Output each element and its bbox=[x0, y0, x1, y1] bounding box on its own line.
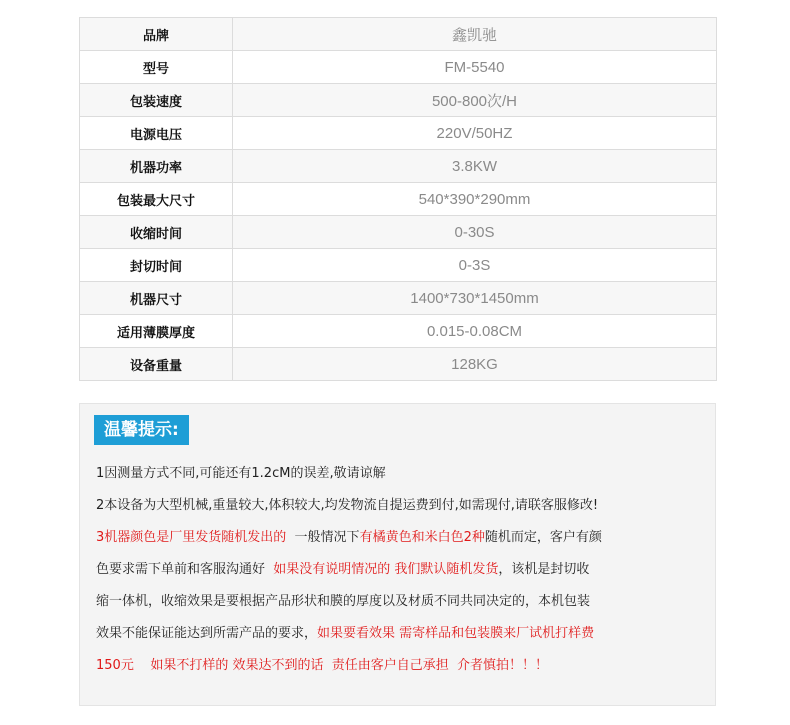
spec-value: 0-30S bbox=[233, 216, 717, 249]
notice-text: 随机而定，客户有颜 bbox=[484, 530, 602, 545]
notice-text: ，该机是封切收 bbox=[498, 562, 590, 577]
table-row bbox=[80, 150, 717, 183]
table-row bbox=[80, 348, 717, 381]
table-row bbox=[80, 249, 717, 282]
notice-text: 效果不能保证能达到所需产品的要求， bbox=[96, 626, 318, 641]
spec-table bbox=[79, 17, 717, 381]
spec-value: 1400*730*1450mm bbox=[233, 282, 717, 315]
spec-value: 128KG bbox=[233, 348, 717, 381]
notice-line-7: 150元 如果不打样的 效果达不到的话 责任由客户自己承担 介者慎拍！！！ bbox=[96, 658, 549, 673]
table-row bbox=[80, 282, 717, 315]
notice-line-5: 缩一体机，收缩效果是要根据产品形状和膜的厚度以及材质不同共同决定的，本机包装 bbox=[96, 594, 591, 609]
table-row bbox=[80, 315, 717, 348]
spec-label: 收缩时间 bbox=[80, 216, 233, 249]
notice-line-3 bbox=[96, 526, 602, 545]
notice-box bbox=[79, 403, 716, 706]
spec-value: 540*390*290mm bbox=[233, 183, 717, 216]
notice-warning-text: 如果没有说明情况的 我们默认随机发货 bbox=[273, 562, 499, 577]
table-row bbox=[80, 84, 717, 117]
spec-value: 3.8KW bbox=[233, 150, 717, 183]
notice-text: 一般情况下 bbox=[294, 530, 360, 545]
notice-line-4 bbox=[96, 558, 589, 577]
spec-label: 设备重量 bbox=[80, 348, 233, 381]
notice-line-2: 2本设备为大型机械,重量较大,体积较大,均发物流自提运费到付,如需现付,请联客服修改! bbox=[96, 498, 599, 513]
spec-value: 鑫凯驰 bbox=[233, 18, 717, 51]
notice-warning-text: 3机器颜色是厂里发货随机发出的 bbox=[96, 530, 287, 545]
table-row bbox=[80, 51, 717, 84]
spec-label: 机器尺寸 bbox=[80, 282, 233, 315]
notice-line-1: 1因测量方式不同,可能还有1.2cM的误差,敬请谅解 bbox=[96, 466, 386, 481]
spec-value: 0.015-0.08CM bbox=[233, 315, 717, 348]
table-row bbox=[80, 117, 717, 150]
notice-warning-text: 有橘黄色和米白色2种 bbox=[359, 530, 485, 545]
spec-label: 电源电压 bbox=[80, 117, 233, 150]
spec-label: 品牌 bbox=[80, 18, 233, 51]
table-row bbox=[80, 18, 717, 51]
spec-label: 机器功率 bbox=[80, 150, 233, 183]
notice-text: 色要求需下单前和客服沟通好 bbox=[96, 562, 266, 577]
spec-label: 适用薄膜厚度 bbox=[80, 315, 233, 348]
notice-title: 温馨提示: bbox=[94, 415, 189, 445]
notice-line-6 bbox=[96, 622, 594, 641]
spec-label: 包装速度 bbox=[80, 84, 233, 117]
spec-value: 500-800次/H bbox=[233, 84, 717, 117]
spec-label: 型号 bbox=[80, 51, 233, 84]
spec-label: 包装最大尺寸 bbox=[80, 183, 233, 216]
notice-warning-text: 如果要看效果 需寄样品和包装膜来厂试机打样费 bbox=[317, 626, 595, 641]
table-row bbox=[80, 183, 717, 216]
spec-value: 0-3S bbox=[233, 249, 717, 282]
spec-value: 220V/50HZ bbox=[233, 117, 717, 150]
spec-value: FM-5540 bbox=[233, 51, 717, 84]
spec-label: 封切时间 bbox=[80, 249, 233, 282]
table-row bbox=[80, 216, 717, 249]
